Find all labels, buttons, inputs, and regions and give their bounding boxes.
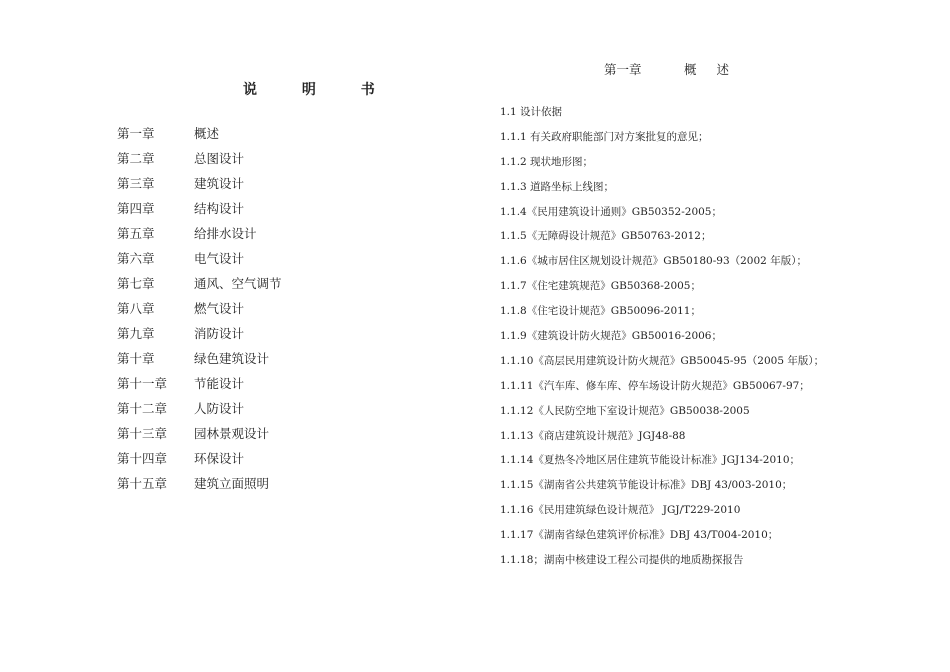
- toc-chapter-number: 第四章: [117, 201, 155, 216]
- toc-chapter-number: 第七章: [117, 276, 155, 291]
- toc-chapter-name: 消防设计: [194, 326, 245, 341]
- toc-chapter-name: 概述: [194, 126, 220, 141]
- toc-chapter-name: 通风、空气调节: [194, 276, 282, 291]
- toc-chapter-number: 第二章: [117, 151, 155, 166]
- toc-item: [117, 424, 282, 449]
- toc-item: [117, 124, 282, 149]
- toc-item: [117, 274, 282, 299]
- toc-item: [117, 249, 282, 274]
- toc-chapter-number: 第十一章: [117, 376, 168, 391]
- design-basis-item: 1.1.16《民用建筑绿色设计规范》 JGJ/T229-2010: [500, 504, 741, 517]
- chapter-number: 第一章: [604, 62, 642, 77]
- toc-item: [117, 474, 282, 499]
- toc-item: [117, 199, 282, 224]
- toc-chapter-name: 园林景观设计: [194, 426, 270, 441]
- toc-chapter-number: 第一章: [117, 126, 155, 141]
- design-basis-item: 1.1.15《湖南省公共建筑节能设计标准》DBJ 43/003-2010；: [500, 479, 793, 492]
- toc-chapter-name: 燃气设计: [194, 301, 245, 316]
- design-basis-item: 1.1.12《人民防空地下室设计规范》GB50038-2005: [500, 404, 750, 417]
- design-basis-item: 1.1.17《湖南省绿色建筑评价标准》DBJ 43/T004-2010；: [500, 529, 779, 542]
- design-basis-item: 1.1.5《无障碍设计规范》GB50763-2012；: [500, 230, 712, 243]
- chapter-name: 概 述: [684, 62, 737, 77]
- toc-chapter-number: 第十章: [117, 351, 155, 366]
- table-of-contents: [117, 124, 282, 499]
- design-basis-item: 1.1.6《城市居住区规划设计规范》GB50180-93（2002 年版）；: [500, 255, 807, 268]
- toc-item: [117, 224, 282, 249]
- toc-chapter-number: 第九章: [117, 326, 155, 341]
- toc-chapter-number: 第十二章: [117, 401, 168, 416]
- toc-chapter-name: 人防设计: [194, 401, 245, 416]
- design-basis-item: 1.1.8《住宅设计规范》GB50096-2011；: [500, 305, 701, 318]
- chapter-heading: [604, 60, 737, 78]
- design-basis-item: 1.1 设计依据: [500, 106, 563, 118]
- design-basis-item: 1.1.9《建筑设计防火规范》GB50016-2006；: [500, 330, 722, 343]
- toc-item: [117, 399, 282, 424]
- toc-item: [117, 149, 282, 174]
- toc-chapter-name: 建筑设计: [194, 176, 245, 191]
- toc-item: [117, 174, 282, 199]
- design-basis-item: 1.1.4《民用建筑设计通则》GB50352-2005；: [500, 205, 722, 218]
- toc-chapter-name: 给排水设计: [194, 226, 257, 241]
- toc-item: [117, 324, 282, 349]
- toc-chapter-name: 结构设计: [194, 201, 245, 216]
- toc-chapter-number: 第三章: [117, 176, 155, 191]
- toc-chapter-name: 电气设计: [194, 251, 245, 266]
- design-basis-item: 1.1.18；湖南中核建设工程公司提供的地质勘探报告: [500, 554, 744, 567]
- toc-chapter-name: 总图设计: [194, 151, 245, 166]
- toc-chapter-number: 第十四章: [117, 451, 168, 466]
- design-basis-item: 1.1.14《夏热冬冷地区居住建筑节能设计标准》JGJ134-2010；: [500, 454, 801, 467]
- design-basis-item: 1.1.11《汽车库、修车库、停车场设计防火规范》GB50067-97；: [500, 379, 810, 392]
- design-basis-item: 1.1.13《商店建筑设计规范》JGJ48-88: [500, 429, 686, 442]
- toc-chapter-name: 建筑立面照明: [194, 476, 270, 491]
- design-basis-item: 1.1.2 现状地形图；: [500, 155, 594, 168]
- toc-chapter-number: 第十三章: [117, 426, 168, 441]
- toc-chapter-name: 节能设计: [194, 376, 245, 391]
- toc-item: [117, 449, 282, 474]
- toc-chapter-name: 绿色建筑设计: [194, 351, 270, 366]
- toc-chapter-number: 第十五章: [117, 476, 168, 491]
- toc-chapter-number: 第五章: [117, 226, 155, 241]
- toc-item: [117, 349, 282, 374]
- toc-chapter-number: 第八章: [117, 301, 155, 316]
- document-title: 说 明 书: [243, 82, 395, 98]
- toc-chapter-name: 环保设计: [194, 451, 245, 466]
- design-basis-item: 1.1.10《高层民用建筑设计防火规范》GB50045-95（2005 年版）；: [500, 354, 825, 367]
- design-basis-item: 1.1.7《住宅建筑规范》GB50368-2005；: [500, 280, 701, 293]
- toc-item: [117, 299, 282, 324]
- toc-item: [117, 374, 282, 399]
- design-basis-item: 1.1.3 道路坐标上线图；: [500, 180, 615, 193]
- design-basis-list: [500, 103, 824, 576]
- toc-chapter-number: 第六章: [117, 251, 155, 266]
- design-basis-item: 1.1.1 有关政府职能部门对方案批复的意见；: [500, 130, 709, 143]
